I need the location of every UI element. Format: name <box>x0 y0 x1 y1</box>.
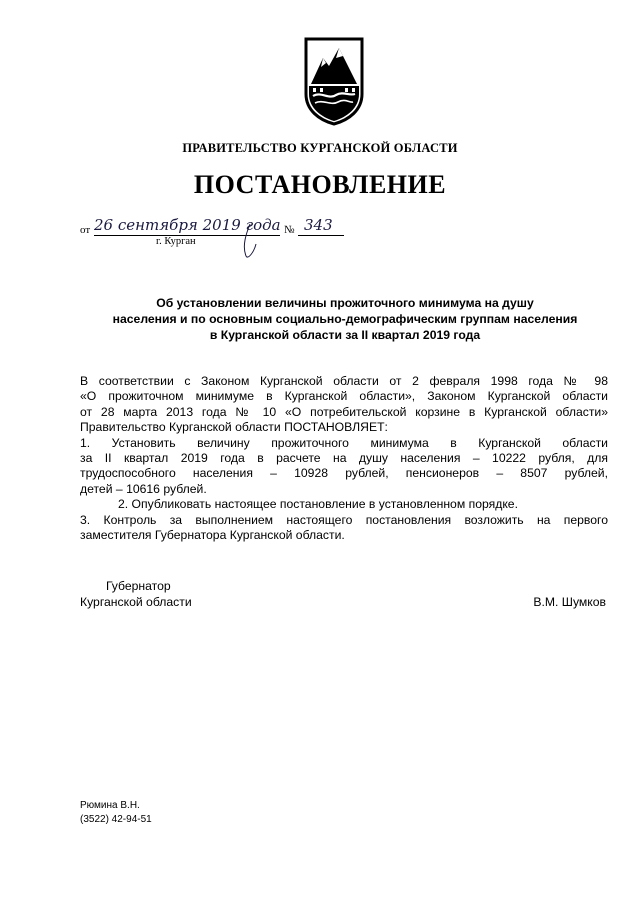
preamble-line: В соответствии с Законом Курганской области от 2 февраля 1998 года № 98 <box>80 374 608 388</box>
kurgan-coat-of-arms-icon <box>303 36 365 126</box>
preamble-line: от 28 марта 2013 года № 10 «О потребительской корзине в Курганской области» <box>80 404 608 419</box>
signature-block <box>80 579 610 610</box>
handwritten-flourish <box>236 222 276 267</box>
date-from-label: от <box>80 224 91 236</box>
subject-line: населения и по основным социально-демографическим группам населения <box>112 312 578 326</box>
item-3-line: заместителя Губернатора Курганской области. <box>80 528 345 543</box>
item-3-line: 3. Контроль за выполнением настоящего постановления возложить на первого <box>80 512 608 527</box>
executor-info <box>80 799 152 826</box>
date-number-line <box>80 216 380 238</box>
subject-line: в Курганской области за II квартал 2019 года <box>209 328 481 342</box>
item-1-line: 1. Установить величину прожиточного минимума в Курганской области <box>80 435 608 450</box>
city-label: г. Курган <box>156 236 196 247</box>
subject-line: Об установлении величины прожиточного минимума на душу <box>156 296 534 310</box>
number-label: № <box>284 224 295 236</box>
executor-name: Рюмина В.Н. <box>80 800 140 811</box>
handwritten-number: 343 <box>304 216 333 234</box>
signer-region: Курганской области <box>80 594 192 609</box>
item-2: 2. Опубликовать настоящее постановление в установленном порядке. <box>118 497 518 512</box>
executor-phone: (3522) 42-94-51 <box>80 813 152 825</box>
handwritten-date: 26 сентября 2019 года <box>94 216 281 234</box>
item-1-line: трудоспособного населения – 10928 рублей, пенсионеров – 8507 рублей, <box>80 466 608 481</box>
item-1-line: детей – 10616 рублей. <box>80 481 207 496</box>
signer-name: В.М. Шумков <box>533 594 606 609</box>
preamble-line: Правительство Курганской области ПОСТАНОВЛЯЕТ: <box>80 420 388 435</box>
preamble-line: «О прожиточном минимуме в Курганской области», Законом Курганской области <box>80 389 608 404</box>
document-body <box>80 374 608 543</box>
government-name: ПРАВИТЕЛЬСТВО КУРГАНСКОЙ ОБЛАСТИ <box>182 141 458 155</box>
number-underline <box>298 235 344 236</box>
item-1-line: за II квартал 2019 года в расчете на душу населения – 10222 рубля, для <box>80 451 608 466</box>
signer-position: Губернатор <box>106 579 171 593</box>
document-subject <box>80 295 610 343</box>
document-type-title: ПОСТАНОВЛЕНИЕ <box>193 170 447 199</box>
